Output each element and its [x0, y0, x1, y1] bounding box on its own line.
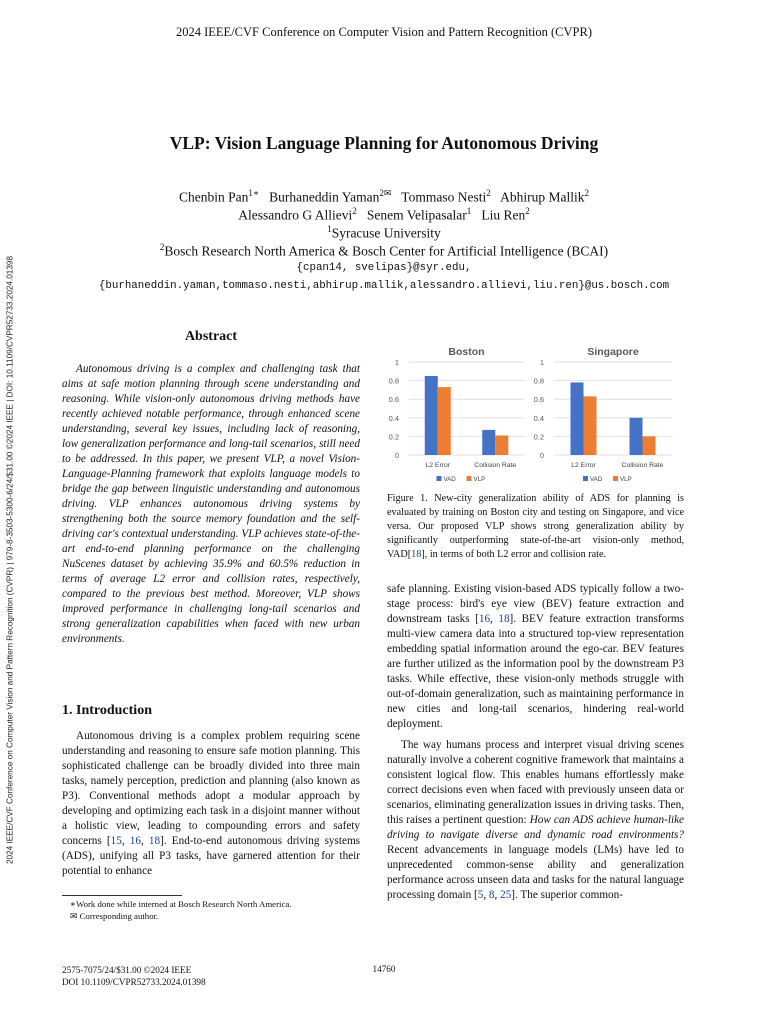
y-tick-label: 1 [539, 358, 544, 367]
legend-swatch [583, 476, 588, 481]
bar-vlp [438, 387, 451, 455]
chart-singapore [534, 346, 672, 483]
email-line-1: {cpan14, svelipas}@syr.edu, [296, 262, 472, 274]
text-run: , [490, 613, 499, 625]
bar-vlp [495, 435, 508, 455]
legend-label: VAD [443, 476, 456, 483]
author-name: Senem Velipasalar [366, 207, 467, 223]
author-name: Liu Ren [481, 207, 526, 223]
x-tick-label: Collision Rate [474, 462, 517, 469]
chart-title: Singapore [587, 346, 639, 358]
bar-vad [630, 418, 643, 455]
text-run: ], in terms of both L2 error and collision rate. [421, 549, 607, 560]
legend-label: VLP [620, 476, 632, 483]
text-run: ]. The superior common- [511, 889, 623, 901]
citation-link[interactable]: 15 [110, 835, 122, 847]
author-affiliation-mark: 2 [525, 206, 530, 216]
footnote-work-done: ∗Work done while interned at Bosch Research North America. [70, 899, 292, 909]
y-tick-label: 0 [539, 451, 544, 460]
y-tick-label: 0.6 [533, 395, 544, 405]
author-name: Chenbin Pan [178, 189, 249, 205]
text-run: safe planning. Existing vision-based ADS typically follow a two-stage process: bird's eye view (BEV) feature extraction and downstream tasks [ [387, 583, 684, 625]
bar-vlp [643, 436, 656, 455]
y-tick-label: 0.2 [533, 432, 544, 442]
y-tick-label: 0.8 [533, 376, 544, 386]
text-run: The way humans process and interpret visual driving scenes naturally involve a coherent cognitive framework that maintains a consistent logical flow. This enables humans effortlessly make correct decisions even when faced with previously unseen data or scenarios, eliminating generalization issues in driving tasks. Then, this raises a pertinent question: [387, 739, 684, 826]
abstract [62, 362, 360, 647]
text-run: ]. End-to-end autonomous driving systems (ADS), unifying all P3 tasks, have garnered attention for their potential to enhance [62, 835, 361, 877]
y-tick-label: 1 [394, 358, 399, 367]
author-name: Abhirup Mallik [500, 189, 585, 205]
author-name: Tommaso Nesti [401, 189, 487, 205]
intro-text [62, 729, 360, 879]
x-tick-label: L2 Error [425, 462, 451, 469]
intro-paragraph-1-continued [387, 582, 684, 732]
citation-link[interactable]: 18 [411, 549, 422, 560]
intro-paragraph-1 [62, 729, 360, 879]
text-run: ]. BEV feature extraction transforms multi-view camera data into a structured top-view representation embedding spatial information around the ego-car. BEV features are further utilized as the information pool by the downstream P3 tasks. While effective, these vision-only methods struggle with out-of-domain generalization, such as maintaining performance in new cities and long-tail scenarios, hindering real-world deployment. [387, 613, 684, 730]
x-tick-label: Collision Rate [621, 462, 664, 469]
caption-text [387, 492, 684, 562]
footer-doi: DOI 10.1109/CVPR52733.2024.01398 [62, 977, 206, 987]
author-affiliation-mark: 1 [466, 206, 472, 216]
author-affiliation-mark: 1∗ [248, 188, 259, 198]
email-line-2: {burhaneddin.yaman,tommaso.nesti,abhirup.mallik,alessandro.allievi,liu.ren}@us.bosch.com [98, 280, 670, 292]
conference-header: 2024 IEEE/CVF Conference on Computer Vision and Pattern Recognition (CVPR) [176, 25, 592, 39]
affiliation-text: Bosch Research North America & Bosch Center for Artificial Intelligence (BCAI) [164, 243, 609, 259]
text-run: Autonomous driving is a complex problem requiring scene understanding and reasoning to ensure safe motion planning. This sophisticated challenge can be broadly divided into three main tasks, namely perception, prediction and planning (also known as P3). Conventional methods adopt a modular approach by developing and optimizing each task in a disjoint manner without a holistic view, leading to compounding errors and safety concerns [ [62, 730, 360, 847]
y-tick-label: 0.4 [388, 413, 399, 423]
bar-vad [425, 376, 438, 455]
abstract-heading: Abstract [184, 329, 238, 344]
page-number: 14760 [372, 964, 396, 974]
paper-title: VLP: Vision Language Planning for Autonomous Driving [169, 133, 599, 153]
intro-text [387, 582, 684, 732]
legend-swatch [613, 476, 618, 481]
bar-vad [571, 382, 584, 455]
abstract-body: Autonomous driving is a complex and challenging task that aims at safe motion planning through scene understanding and reasoning. While vision-only autonomous driving methods have recently achieved notable performance, through enhanced scene understanding, several key issues, including lack of reasoning, low generalization performance and long-tail scenarios, still need to be addressed. In this paper, we present VLP, a novel Vision-Language-Planning framework that exploits language models to bridge the gap between linguistic understanding and autonomous driving. VLP enhances autonomous driving systems by strengthening both the source memory foundation and the self-driving car's contextual understanding. VLP achieves state-of-the-art end-to-end planning performance on the challenging NuScenes dataset by achieving 35.9% and 60.5% reduction in terms of average L2 error and collision rates, respectively, compared to the previous best method. Moreover, VLP shows improved performance in challenging long-tail scenarios and strong generalization capabilities when faced with new urban environments. [62, 363, 360, 645]
figure-1-caption [387, 492, 684, 562]
citation-link[interactable]: 18 [148, 835, 161, 847]
text-run: , [494, 889, 501, 901]
text-run: Figure 1. New-city generalization ability of ADS for planning is evaluated by training on Boston city and testing on Singapore, and vice versa. Our proposed VLP shows strong generalization ability by significantly outperforming state-of-the-art vision-only method, VAD[ [387, 493, 684, 560]
author-name: Burhaneddin Yaman [269, 189, 380, 205]
y-tick-label: 0.4 [533, 413, 544, 423]
y-tick-label: 0 [394, 451, 399, 460]
chart-boston [389, 346, 524, 483]
footer-price: 2575-7075/24/$31.00 ©2024 IEEE [62, 965, 192, 975]
citation-link[interactable]: 16 [478, 613, 491, 625]
author-affiliation-mark: 2 [486, 188, 491, 198]
y-tick-label: 0.8 [388, 376, 399, 386]
figure-1-charts [382, 342, 688, 492]
footnotes [70, 898, 291, 922]
affiliation-mark: 2 [159, 242, 165, 252]
footnote-divider [62, 895, 182, 896]
intro-paragraph-2 [387, 738, 684, 903]
legend-swatch [467, 476, 472, 481]
text-run: , [140, 835, 149, 847]
author-name: Alessandro G Allievi [238, 207, 353, 223]
x-tick-label: L2 Error [571, 462, 596, 469]
citation-link[interactable]: 5 [477, 889, 484, 901]
affiliation-2 [0, 238, 768, 261]
citation-link[interactable]: 8 [488, 889, 495, 901]
side-doi-text: 2024 IEEE/CVF Conference on Computer Vision and Pattern Recognition (CVPR) | 979-8-3503-5300-6/24/$31.00 ©2024 IEEE | DOI: 10.1109/CVPR52733.2024.01398 [5, 255, 15, 865]
affiliation-text: Syracuse University [331, 225, 441, 241]
citation-link[interactable]: 18 [498, 613, 510, 625]
text-run: , [121, 835, 130, 847]
author-affiliation-mark: 2 [584, 188, 589, 198]
text-run-italic: How can ADS achieve human-like driving to navigate diverse and dynamic road environments? [387, 814, 685, 841]
citation-link[interactable]: 25 [500, 889, 512, 901]
bar-vlp [584, 396, 597, 455]
legend-label: VAD [590, 476, 603, 483]
legend-swatch [437, 476, 442, 481]
legend-label: VLP [473, 476, 486, 483]
text-run: , [483, 889, 489, 901]
intro-text [387, 738, 684, 903]
citation-link[interactable]: 16 [129, 835, 141, 847]
author-affiliation-mark: 2 [352, 206, 357, 216]
y-tick-label: 0.6 [388, 395, 399, 405]
y-tick-label: 0.2 [388, 432, 399, 442]
chart-title: Boston [448, 346, 485, 358]
footnote-corresponding: ✉ Corresponding author. [70, 911, 159, 921]
bar-vad [482, 430, 495, 455]
author-affiliation-mark: 2✉ [379, 188, 392, 198]
text-run: Recent advancements in language models (LMs) have led to unprecedented common-sense ability and generalization performance across unseen data and tasks for the natural language processing domain [ [387, 844, 684, 901]
affiliation-mark: 1 [327, 224, 332, 234]
intro-heading: 1. Introduction [62, 703, 152, 718]
